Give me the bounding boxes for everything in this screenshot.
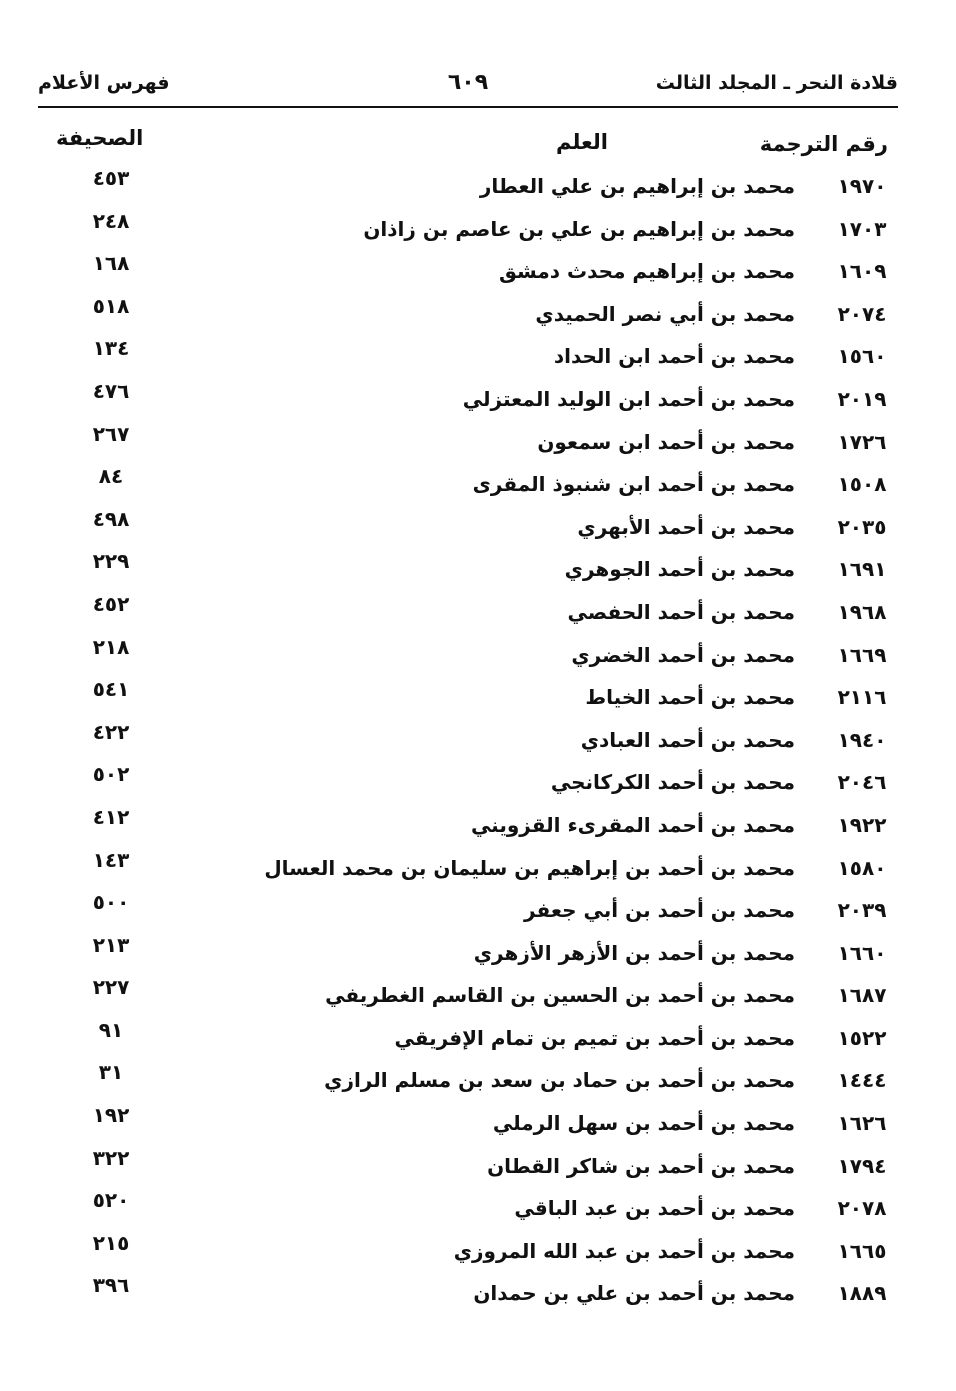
entry-name: محمد بن أحمد بن إبراهيم بن سليمان بن محمد العسال (264, 855, 795, 880)
index-entry-row (38, 166, 898, 209)
entry-name: محمد بن أحمد بن الحسين بن القاسم الغطريفي (325, 983, 795, 1008)
entry-number: ١٦٦٠ (837, 940, 887, 965)
entry-page: ٣٩٦ (92, 1273, 130, 1298)
entry-page: ٩١ (98, 1017, 124, 1042)
entry-number: ١٥٢٢ (837, 1025, 887, 1050)
entry-page: ٤٩٨ (92, 506, 130, 531)
index-entry-row (38, 762, 898, 805)
entry-number: ١٦٢٦ (837, 1111, 887, 1136)
index-entry-row (38, 1273, 898, 1316)
entry-name: محمد بن أحمد بن حماد بن سعد بن مسلم الرازي (324, 1068, 795, 1093)
entry-page: ١٦٨ (92, 251, 130, 276)
index-entry-row (38, 1060, 898, 1103)
index-entry-row (38, 1188, 898, 1231)
entry-number: ١٦٨٧ (837, 983, 887, 1008)
entry-page: ٤٥٢ (92, 591, 130, 616)
entry-number: ١٨٨٩ (837, 1281, 887, 1306)
entry-page: ٢١٥ (92, 1230, 130, 1255)
entry-name: محمد بن أحمد الأبهري (577, 514, 795, 539)
entry-name: محمد بن أحمد بن علي بن حمدان (473, 1281, 795, 1306)
entry-number: ١٧٠٣ (837, 216, 887, 241)
index-entry-row (38, 1018, 898, 1061)
index-entry-row (38, 549, 898, 592)
entry-number: ٢٠٣٩ (837, 898, 887, 923)
index-entry-row (38, 848, 898, 891)
entry-page: ٥٠٢ (92, 762, 130, 787)
entry-number: ٢٠٣٥ (837, 514, 887, 539)
index-title: فهرس الأعلام (38, 72, 170, 94)
entry-page: ٢٦٧ (92, 421, 130, 446)
entry-name: محمد بن أحمد بن تميم بن تمام الإفريقي (394, 1025, 795, 1050)
index-entry-row (38, 635, 898, 678)
entry-name: محمد بن أحمد ابن الوليد المعتزلي (462, 386, 795, 411)
entry-name: محمد بن أحمد بن الأزهر الأزهري (473, 940, 795, 965)
entry-name: محمد بن أحمد الخياط (585, 685, 795, 710)
entry-number: ١٥٦٠ (837, 344, 887, 369)
entry-name: محمد بن أحمد ابن سمعون (537, 429, 795, 454)
running-header (38, 70, 898, 106)
entry-page: ٤٥٣ (92, 166, 130, 190)
entry-number: ٢١١٦ (837, 685, 887, 710)
entry-name: محمد بن أحمد الكركانجي (550, 770, 795, 795)
entry-name: محمد بن أحمد بن عبد الباقي (514, 1196, 795, 1221)
entry-name: محمد بن أحمد ابن شنبوذ المقرى (472, 472, 795, 497)
column-header-entry-number: رقم الترجمة (759, 132, 888, 156)
entry-number: ١٩٢٢ (837, 812, 887, 837)
entry-number: ١٩٦٨ (837, 599, 887, 624)
entry-page: ٣٢٢ (92, 1145, 130, 1170)
entry-number: ١٦٠٩ (837, 259, 887, 284)
entry-number: ١٤٤٤ (837, 1068, 887, 1093)
entry-page: ٢٢٧ (92, 975, 130, 1000)
entry-number: ١٩٤٠ (837, 727, 887, 752)
entry-page: ١٤٣ (92, 847, 130, 872)
index-entry-row (38, 209, 898, 252)
index-entry-row (38, 336, 898, 379)
entry-number: ٢٠٤٦ (837, 770, 887, 795)
entry-name: محمد بن إبراهيم بن علي العطار (479, 174, 795, 198)
entry-name: محمد بن أحمد العبادي (580, 727, 795, 752)
book-title: قلادة النحر ـ المجلد الثالث (655, 72, 898, 94)
index-entry-row (38, 805, 898, 848)
index-entry-row (38, 464, 898, 507)
entry-name: محمد بن إبراهيم بن علي بن عاصم بن زاذان (363, 216, 795, 241)
entry-page: ٥٢٠ (92, 1188, 130, 1213)
entry-name: محمد بن أحمد بن عبد الله المروزي (453, 1238, 795, 1263)
entry-number: ٢٠١٩ (837, 386, 887, 411)
index-entry-row (38, 592, 898, 635)
entry-name: محمد بن أحمد الحفصي (567, 599, 795, 624)
column-header-name: العلم (556, 130, 608, 154)
entry-page: ٤٢٢ (92, 719, 130, 744)
index-entry-row (38, 507, 898, 550)
entry-number: ١٥٠٨ (837, 472, 887, 497)
column-header-page: الصحيفة (56, 126, 144, 150)
entry-number: ١٧٢٦ (837, 429, 887, 454)
entry-name: محمد بن أحمد الخضري (571, 642, 795, 667)
entry-name: محمد بن إبراهيم محدث دمشق (499, 259, 795, 284)
index-entry-row (38, 677, 898, 720)
entry-page: ١٣٤ (92, 336, 130, 361)
entry-page: ١٩٢ (92, 1103, 130, 1128)
index-entry-row (38, 1146, 898, 1189)
entry-page: ٤٧٦ (92, 378, 130, 403)
index-entry-row (38, 422, 898, 465)
entry-name: محمد بن أحمد ابن الحداد (553, 344, 795, 369)
page-number: ٦٠٩ (447, 70, 489, 95)
entry-number: ٢٠٧٨ (837, 1196, 887, 1221)
entry-page: ٨٤ (98, 464, 124, 489)
entry-name: محمد بن أبي نصر الحميدي (535, 301, 795, 326)
entry-name: محمد بن أحمد المقرىء القزويني (470, 812, 795, 837)
entry-number: ١٦٩١ (837, 557, 887, 582)
entry-name: محمد بن أحمد بن شاكر القطان (487, 1153, 795, 1178)
entry-name: محمد بن أحمد بن أبي جعفر (524, 898, 795, 923)
entry-page: ٤١٢ (92, 804, 130, 829)
entry-page: ٢٢٩ (92, 549, 130, 574)
entry-page: ٢١٨ (92, 634, 130, 659)
index-entry-row (38, 1231, 898, 1274)
index-entry-row (38, 933, 898, 976)
entry-page: ٢١٣ (92, 932, 130, 957)
entry-page: ٢٤٨ (92, 208, 130, 233)
entry-page: ٥٠٠ (92, 890, 130, 915)
entry-number: ١٦٦٥ (837, 1238, 887, 1263)
index-entry-row (38, 379, 898, 422)
header-divider (38, 106, 898, 108)
index-entries (38, 166, 898, 1316)
index-entry-row (38, 1103, 898, 1146)
entry-page: ٣١ (98, 1060, 124, 1085)
entry-number: ١٧٩٤ (837, 1153, 887, 1178)
index-entry-row (38, 890, 898, 933)
index-entry-row (38, 251, 898, 294)
entry-number: ٢٠٧٤ (837, 301, 887, 326)
entry-number: ١٥٨٠ (837, 855, 887, 880)
index-entry-row (38, 294, 898, 337)
entry-name: محمد بن أحمد الجوهري (564, 557, 795, 582)
entry-number: ١٩٧٠ (837, 174, 887, 198)
index-entry-row (38, 975, 898, 1018)
entry-page: ٥٤١ (92, 677, 130, 702)
entry-number: ١٦٦٩ (837, 642, 887, 667)
index-entry-row (38, 720, 898, 763)
entry-page: ٥١٨ (92, 293, 130, 318)
index-column-headers (38, 124, 898, 164)
entry-name: محمد بن أحمد بن سهل الرملي (492, 1111, 795, 1136)
